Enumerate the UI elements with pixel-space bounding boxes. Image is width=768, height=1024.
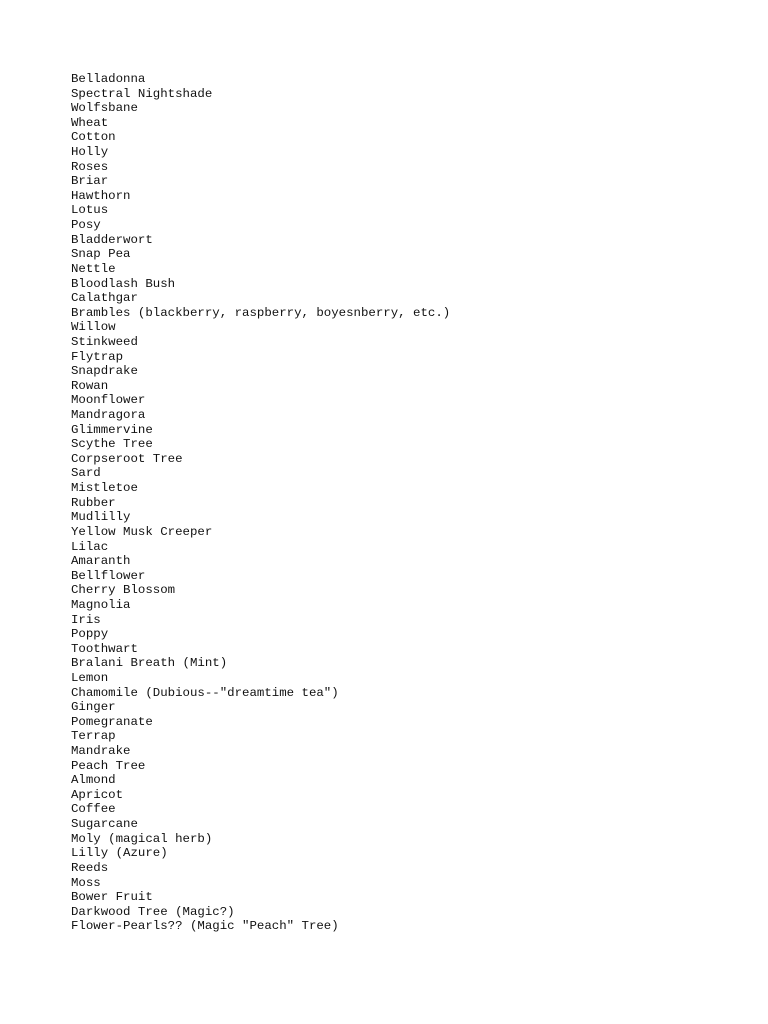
list-item: Holly bbox=[71, 145, 109, 160]
list-item: Wheat bbox=[71, 115, 109, 130]
list-item: Wolfsbane bbox=[71, 101, 138, 116]
list-item: Mandragora bbox=[71, 408, 146, 423]
list-item: Toothwart bbox=[71, 641, 138, 656]
list-item: Mistletoe bbox=[71, 481, 138, 496]
list-item: Belladonna bbox=[71, 72, 146, 86]
list-item: Terrap bbox=[71, 729, 116, 744]
list-item: Stinkweed bbox=[71, 334, 138, 349]
list-item: Briar bbox=[71, 174, 109, 189]
list-item: Moonflower bbox=[71, 393, 146, 408]
list-item: Cotton bbox=[71, 130, 116, 145]
list-item: Snapdrake bbox=[71, 364, 138, 379]
list-item: Darkwood Tree (Magic?) bbox=[71, 904, 235, 919]
list-item: Lilac bbox=[71, 539, 109, 554]
list-item: Roses bbox=[71, 159, 109, 174]
list-item: Reeds bbox=[71, 860, 109, 875]
list-item: Bladderwort bbox=[71, 232, 153, 247]
list-item: Iris bbox=[71, 612, 101, 627]
list-item: Posy bbox=[71, 218, 101, 233]
list-item: Peach Tree bbox=[71, 758, 146, 773]
list-item: Apricot bbox=[71, 787, 124, 802]
list-item: Magnolia bbox=[71, 597, 131, 612]
list-item: Corpseroot Tree bbox=[71, 451, 183, 466]
list-item: Spectral Nightshade bbox=[71, 86, 213, 101]
list-item: Rowan bbox=[71, 378, 109, 393]
list-item: Bellflower bbox=[71, 568, 146, 583]
list-item: Cherry Blossom bbox=[71, 583, 176, 598]
list-item: Rubber bbox=[71, 495, 116, 510]
list-item: Glimmervine bbox=[71, 422, 153, 437]
list-item: Flytrap bbox=[71, 349, 124, 364]
list-item: Scythe Tree bbox=[71, 437, 153, 452]
list-item: Brambles (blackberry, raspberry, boyesnberry, etc.) bbox=[71, 305, 451, 320]
list-item: Ginger bbox=[71, 700, 116, 715]
list-item: Bloodlash Bush bbox=[71, 276, 176, 291]
list-item: Nettle bbox=[71, 261, 116, 276]
plant-list bbox=[71, 72, 450, 934]
list-item: Snap Pea bbox=[71, 247, 131, 262]
list-item: Calathgar bbox=[71, 291, 138, 306]
list-item: Coffee bbox=[71, 802, 116, 817]
list-item: Lemon bbox=[71, 670, 109, 685]
list-item: Almond bbox=[71, 773, 116, 788]
list-item: Lotus bbox=[71, 203, 109, 218]
list-item: Yellow Musk Creeper bbox=[71, 524, 213, 539]
list-item: Sugarcane bbox=[71, 817, 138, 832]
list-item: Lilly (Azure) bbox=[71, 846, 168, 861]
list-item: Mandrake bbox=[71, 744, 131, 759]
list-item: Pomegranate bbox=[71, 714, 153, 729]
list-item: Chamomile (Dubious--"dreamtime tea") bbox=[71, 685, 339, 700]
list-item: Poppy bbox=[71, 627, 109, 642]
list-item: Hawthorn bbox=[71, 188, 131, 203]
list-item: Willow bbox=[71, 320, 116, 335]
list-item: Moss bbox=[71, 875, 101, 890]
list-item: Amaranth bbox=[71, 554, 131, 569]
list-item: Moly (magical herb) bbox=[71, 831, 213, 846]
list-item: Sard bbox=[71, 466, 101, 481]
list-item: Bower Fruit bbox=[71, 890, 153, 905]
list-item: Bralani Breath (Mint) bbox=[71, 656, 228, 671]
list-item: Flower-Pearls?? (Magic "Peach" Tree) bbox=[71, 919, 339, 934]
list-item: Mudlilly bbox=[71, 510, 131, 525]
